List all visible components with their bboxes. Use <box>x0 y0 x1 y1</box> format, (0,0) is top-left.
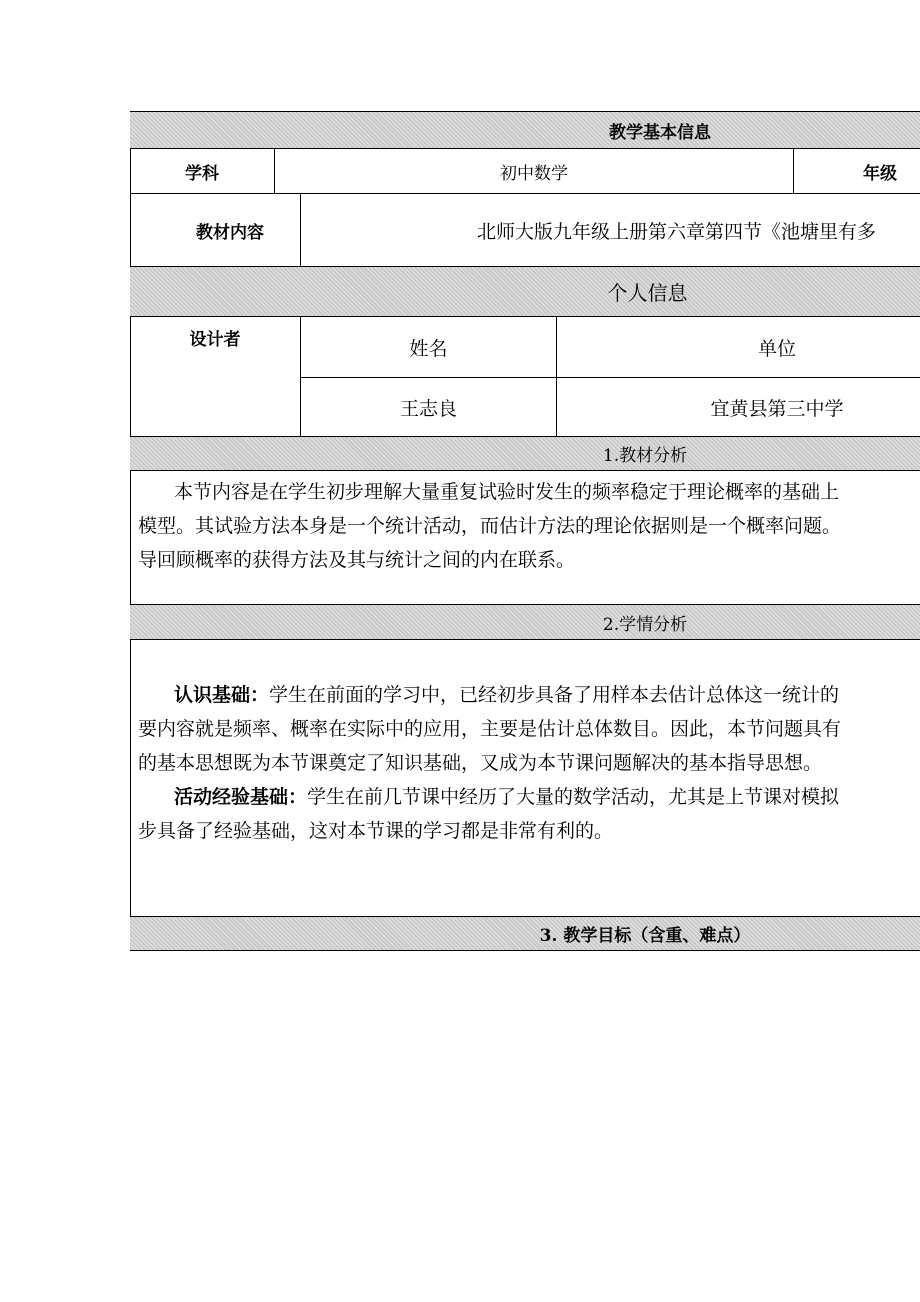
p2-label: 活动经验基础： <box>174 786 308 808</box>
section1-header: 1.教材分析 <box>602 446 688 466</box>
material-row <box>130 193 920 266</box>
table-bottom-border <box>130 950 920 951</box>
unit-label: 单位 <box>757 337 796 360</box>
designer-header-row <box>301 317 920 377</box>
section1-line-2: 模型。其试验方法本身是一个统计活动，而估计方法的理论依据则是一个概率问题。 <box>138 515 842 537</box>
basic-info-header-row <box>130 111 920 148</box>
section1-header-row <box>130 436 920 470</box>
designer-value-row <box>301 377 920 437</box>
personal-info-header: 个人信息 <box>607 281 688 305</box>
section1-line-1: 本节内容是在学生初步理解大量重复试验时发生的频率稳定于理论概率的基础上 <box>174 481 840 503</box>
grade-label: 年级 <box>863 163 897 184</box>
designer-label: 设计者 <box>189 330 241 350</box>
section2-p2-line-1: 活动经验基础：学生在前几节课中经历了大量的数学活动，尤其是上节课对模拟 <box>174 786 840 808</box>
subject-value: 初中数学 <box>500 163 568 184</box>
section2-p1-line-2: 要内容就是频率、概率在实际中的应用，主要是估计总体数目。因此，本节问题具有 <box>138 718 842 740</box>
section2-header-row <box>130 604 920 639</box>
personal-info-header-row <box>130 266 920 316</box>
basic-info-header: 教学基本信息 <box>609 122 711 143</box>
section3-header: 3. 教学目标（含重、难点） <box>539 926 751 946</box>
subject-row <box>130 148 920 193</box>
section1-line-3: 导回顾概率的获得方法及其与统计之间的内在联系。 <box>138 549 576 571</box>
name-value: 王志良 <box>399 398 457 420</box>
section2-content <box>130 639 920 916</box>
name-label: 姓名 <box>409 337 448 360</box>
material-label: 教材内容 <box>196 222 264 243</box>
p1-label: 认识基础： <box>174 684 270 706</box>
subject-label: 学科 <box>185 163 219 184</box>
material-value: 北师大版九年级上册第六章第四节《池塘里有多 <box>477 220 877 243</box>
section1-content <box>130 470 920 604</box>
section2-header: 2.学情分析 <box>602 614 688 635</box>
designer-block <box>130 316 920 436</box>
section2-p2-line-2: 步具备了经验基础，这对本节课的学习都是非常有利的。 <box>138 820 614 842</box>
section2-p1-line-3: 的基本思想既为本节课奠定了知识基础，又成为本节课问题解决的基本指导思想。 <box>138 752 823 774</box>
section3-header-row <box>130 916 920 950</box>
section2-p1-line-1: 认识基础：学生在前面的学习中，已经初步具备了用样本去估计总体这一统计的 <box>174 684 840 706</box>
unit-value: 宜黄县第三中学 <box>710 398 844 420</box>
